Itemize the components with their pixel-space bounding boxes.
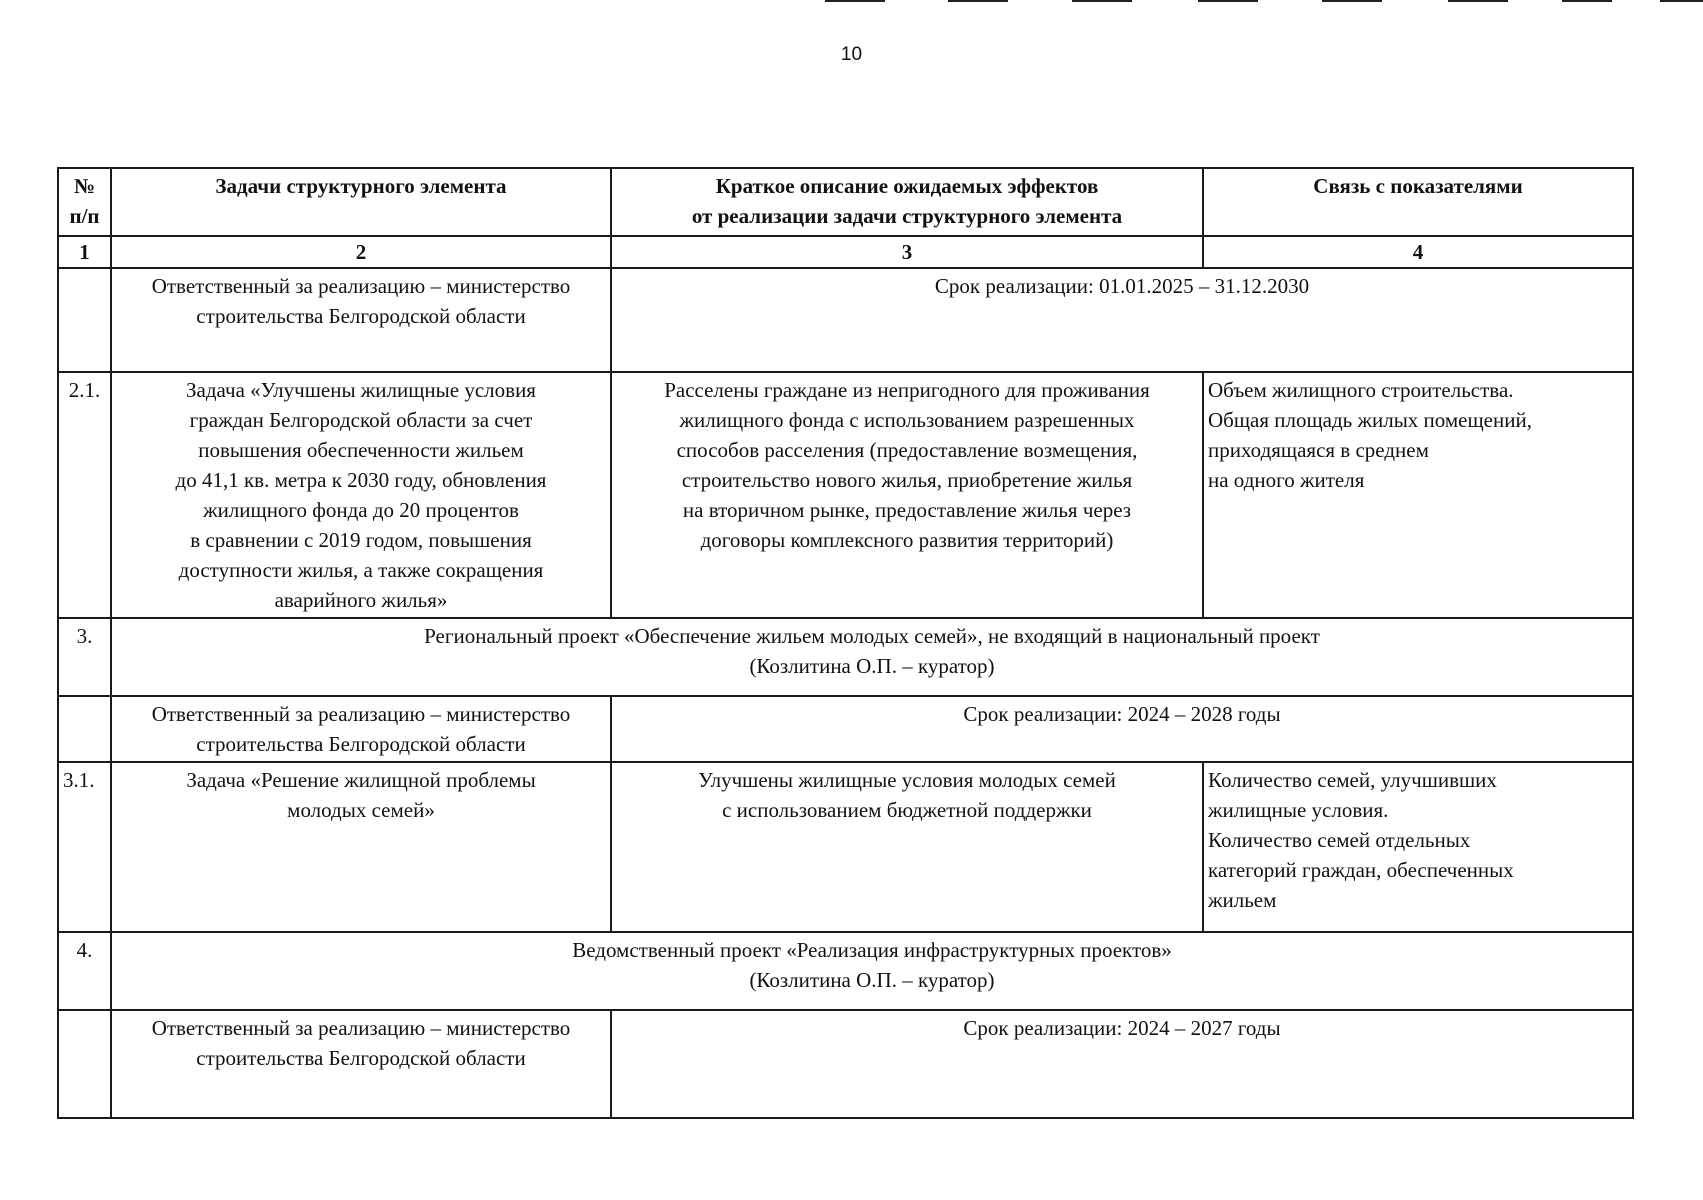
responsible-row — [58, 268, 1633, 372]
header-effects — [611, 168, 1203, 236]
num-cell — [58, 696, 111, 762]
indicator-line: Объем жилищного строительства. — [1208, 378, 1514, 402]
effect-description — [611, 762, 1203, 932]
scan-mark — [1198, 0, 1258, 2]
project-title — [111, 618, 1633, 696]
effect-line: договоры комплексного развития территорий) — [700, 528, 1114, 552]
column-number: 3 — [611, 236, 1203, 268]
scan-mark — [1562, 0, 1612, 2]
header-effects-line2: от реализации задачи структурного элемента — [691, 204, 1123, 228]
column-number: 2 — [111, 236, 611, 268]
task-description — [111, 372, 611, 618]
project-row — [58, 618, 1633, 696]
indicator-line: жилищные условия. — [1208, 798, 1389, 822]
term-cell: Срок реализации: 2024 – 2027 годы — [611, 1010, 1633, 1118]
task-line: повышения обеспеченности жильем — [198, 438, 524, 462]
term-cell: Срок реализации: 01.01.2025 – 31.12.2030 — [611, 268, 1633, 372]
column-number: 4 — [1203, 236, 1633, 268]
scan-mark — [825, 0, 885, 2]
indicator-line: жильем — [1208, 888, 1277, 912]
project-row — [58, 932, 1633, 1010]
task-row — [58, 762, 1633, 932]
project-title-line: Региональный проект «Обеспечение жильем молодых семей», не входящий в национальный проект — [424, 624, 1320, 648]
responsible-cell — [111, 696, 611, 762]
task-line: до 41,1 кв. метра к 2030 году, обновления — [175, 468, 547, 492]
task-line: Задача «Решение жилищной проблемы — [186, 768, 536, 792]
responsible-line: Ответственный за реализацию – министерство — [151, 702, 571, 726]
structural-elements-table — [57, 167, 1634, 1119]
responsible-line: Ответственный за реализацию – министерство — [151, 1016, 571, 1040]
effect-line: Улучшены жилищные условия молодых семей — [698, 768, 1116, 792]
effect-line: способов расселения (предоставление возмещения, — [676, 438, 1138, 462]
num-cell — [58, 1010, 111, 1118]
project-number: 4. — [58, 932, 111, 1010]
num-cell — [58, 268, 111, 372]
task-number: 3.1. — [58, 762, 111, 932]
indicator-line: Количество семей отдельных — [1208, 828, 1471, 852]
responsible-line: строительства Белгородской области — [196, 1046, 526, 1070]
responsible-row — [58, 696, 1633, 762]
indicator-line: категорий граждан, обеспеченных — [1208, 858, 1514, 882]
responsible-cell — [111, 1010, 611, 1118]
header-tasks: Задачи структурного элемента — [111, 168, 611, 236]
header-row — [58, 168, 1633, 236]
scan-mark — [1072, 0, 1132, 2]
scan-mark — [1660, 0, 1703, 2]
scan-mark — [948, 0, 1008, 2]
column-number: 1 — [58, 236, 111, 268]
indicator-line: Общая площадь жилых помещений, — [1208, 408, 1532, 432]
indicator-line: на одного жителя — [1208, 468, 1365, 492]
project-curator: (Козлитина О.П. – куратор) — [749, 968, 995, 992]
project-curator: (Козлитина О.П. – куратор) — [749, 654, 995, 678]
column-number-row — [58, 236, 1633, 268]
indicator-line: Количество семей, улучшивших — [1208, 768, 1497, 792]
indicator-list — [1203, 372, 1633, 618]
header-effects-line1: Краткое описание ожидаемых эффектов — [715, 174, 1099, 198]
scan-mark — [1448, 0, 1508, 2]
task-line: жилищного фонда до 20 процентов — [203, 498, 519, 522]
task-row — [58, 372, 1633, 618]
responsible-cell — [111, 268, 611, 372]
effect-line: на вторичном рынке, предоставление жилья через — [682, 498, 1132, 522]
effect-line: жилищного фонда с использованием разрешенных — [679, 408, 1135, 432]
scan-mark — [1322, 0, 1382, 2]
responsible-line: Ответственный за реализацию – министерство — [151, 274, 571, 298]
task-line: доступности жилья, а также сокращения — [178, 558, 544, 582]
responsible-row — [58, 1010, 1633, 1118]
responsible-line: строительства Белгородской области — [196, 732, 526, 756]
effect-line: Расселены граждане из непригодного для проживания — [664, 378, 1150, 402]
indicator-line: приходящаяся в среднем — [1208, 438, 1429, 462]
task-number: 2.1. — [58, 372, 111, 618]
header-indicators: Связь с показателями — [1203, 168, 1633, 236]
project-number: 3. — [58, 618, 111, 696]
effect-line: с использованием бюджетной поддержки — [722, 798, 1092, 822]
task-line: молодых семей» — [287, 798, 435, 822]
task-description — [111, 762, 611, 932]
page-number: 10 — [840, 44, 863, 65]
task-line: в сравнении с 2019 годом, повышения — [190, 528, 532, 552]
project-title-line: Ведомственный проект «Реализация инфраструктурных проектов» — [572, 938, 1172, 962]
responsible-line: строительства Белгородской области — [196, 304, 526, 328]
task-line: Задача «Улучшены жилищные условия — [186, 378, 536, 402]
effect-description — [611, 372, 1203, 618]
term-cell: Срок реализации: 2024 – 2028 годы — [611, 696, 1633, 762]
header-num: № п/п — [58, 168, 111, 236]
task-line: аварийного жилья» — [274, 588, 448, 612]
task-line: граждан Белгородской области за счет — [189, 408, 533, 432]
effect-line: строительство нового жилья, приобретение жилья — [681, 468, 1133, 492]
indicator-list — [1203, 762, 1633, 932]
project-title — [111, 932, 1633, 1010]
